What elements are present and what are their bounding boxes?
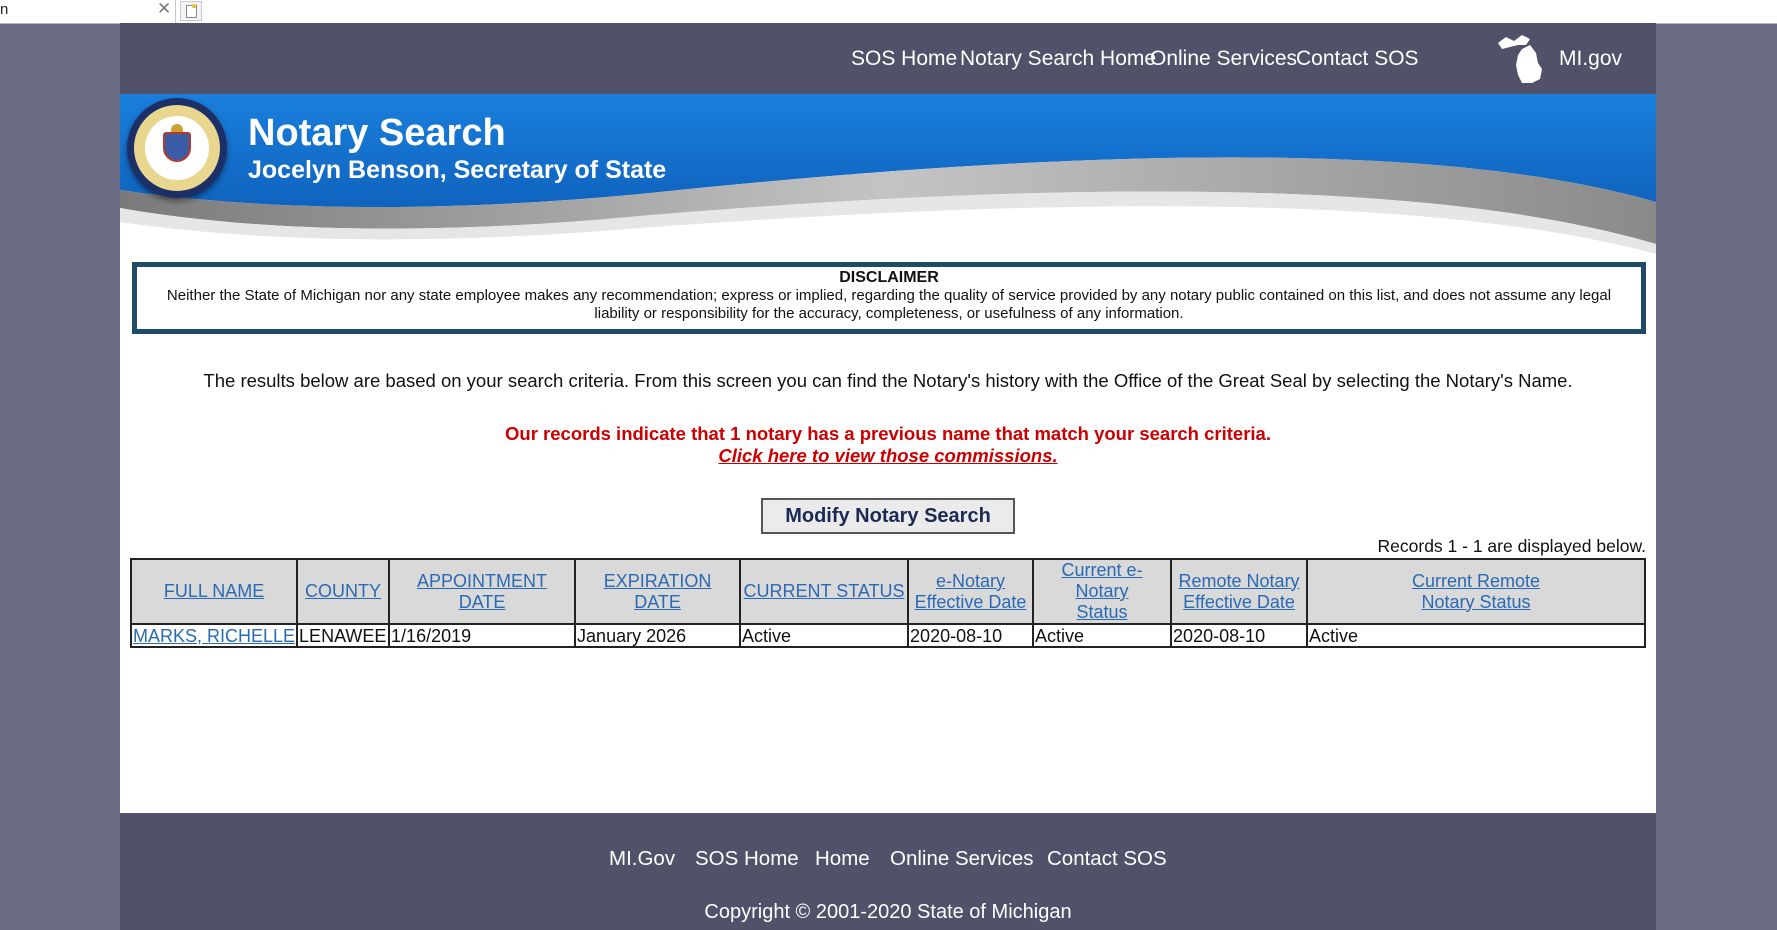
records-count: Records 1 - 1 are displayed below.	[1377, 536, 1646, 556]
header-line: Status	[1076, 602, 1128, 622]
header-line: Effective Date	[1183, 591, 1295, 612]
header-line: Notary Status	[1421, 591, 1531, 612]
page	[120, 23, 1656, 930]
browser-tab-strip	[0, 0, 1777, 24]
new-tab-icon[interactable]	[180, 1, 202, 21]
appointment-date-cell: 1/16/2019	[389, 624, 575, 647]
table-row	[131, 624, 1645, 647]
remote-effective-date-cell: 2020-08-10	[1171, 624, 1307, 647]
nav-migov[interactable]: MI.gov	[1559, 47, 1623, 70]
view-commissions-link[interactable]: Click here to view those commissions.	[718, 445, 1058, 466]
sort-expiration-date-header[interactable]: EXPIRATION DATE	[603, 570, 712, 612]
footer-sos-home-link[interactable]: SOS Home	[695, 847, 799, 870]
michigan-map-icon[interactable]	[1496, 33, 1544, 85]
footer-online-services-link[interactable]: Online Services	[890, 847, 1034, 870]
sort-enotary-effective-header[interactable]	[915, 571, 1027, 612]
sort-remote-effective-header[interactable]	[1179, 571, 1300, 612]
header-line: Remote Notary	[1178, 570, 1300, 591]
county-cell: LENAWEE	[297, 624, 389, 647]
top-nav	[120, 23, 1656, 94]
browser-tab-title: n	[0, 1, 9, 18]
enotary-effective-date-cell: 2020-08-10	[908, 624, 1033, 647]
current-remote-status-cell: Active	[1307, 624, 1645, 647]
footer-home-link[interactable]: Home	[815, 847, 870, 870]
page-subtitle: Jocelyn Benson, Secretary of State	[248, 156, 667, 184]
sort-appointment-date-header[interactable]: APPOINTMENT DATE	[417, 570, 548, 612]
current-status-cell: Active	[740, 624, 908, 647]
modify-search-button[interactable]: Modify Notary Search	[761, 498, 1015, 534]
sort-current-enotary-header[interactable]	[1062, 560, 1143, 622]
copyright-text: Copyright © 2001-2020 State of Michigan	[704, 901, 1072, 923]
browser-tab[interactable]	[0, 0, 176, 23]
disclaimer-heading: DISCLAIMER	[839, 269, 939, 286]
results-intro-text: The results below are based on your search criteria. From this screen you can find the Notary's history with the Office of the Great Seal by selecting the Notary's Name.	[203, 370, 1573, 391]
notary-name-link[interactable]: MARKS, RICHELLE	[133, 625, 296, 646]
header-line: Current e-Notary	[1061, 560, 1143, 601]
nav-notary-search-home[interactable]: Notary Search Home	[960, 47, 1157, 70]
footer	[120, 813, 1656, 930]
nav-sos-home[interactable]: SOS Home	[851, 47, 958, 70]
sort-county-header[interactable]: COUNTY	[305, 581, 382, 601]
sort-current-status-header[interactable]: CURRENT STATUS	[743, 581, 905, 601]
sort-current-remote-header[interactable]	[1412, 571, 1540, 612]
page-title: Notary Search	[248, 112, 506, 154]
header-banner	[120, 94, 1656, 254]
footer-migov-link[interactable]: MI.Gov	[609, 847, 676, 870]
expiration-date-cell: January 2026	[575, 624, 740, 647]
nav-contact-sos[interactable]: Contact SOS	[1296, 47, 1419, 70]
table-header-row	[131, 559, 1645, 624]
header-line: e-Notary	[936, 570, 1006, 591]
header-line: Effective Date	[914, 591, 1027, 612]
nav-online-services[interactable]: Online Services	[1150, 47, 1298, 70]
sort-full-name-header[interactable]: FULL NAME	[163, 581, 265, 601]
michigan-seal-icon	[127, 98, 227, 198]
current-enotary-status-cell: Active	[1033, 624, 1171, 647]
results-table	[130, 558, 1646, 648]
tab-close-icon[interactable]: ✕	[157, 0, 172, 18]
previous-name-alert: Our records indicate that 1 notary has a previous name that match your search criteria.	[505, 423, 1271, 444]
footer-contact-sos-link[interactable]: Contact SOS	[1047, 847, 1167, 870]
header-line: Current Remote	[1411, 570, 1541, 591]
disclaimer-box	[132, 262, 1646, 334]
disclaimer-text: Neither the State of Michigan nor any state employee makes any recommendation; express or implied, regarding the quality of service provided by any notary public contained on this list, and does not assume any legal liability or responsibility for the accuracy, completeness, or usefulness of any information.	[166, 287, 1612, 322]
